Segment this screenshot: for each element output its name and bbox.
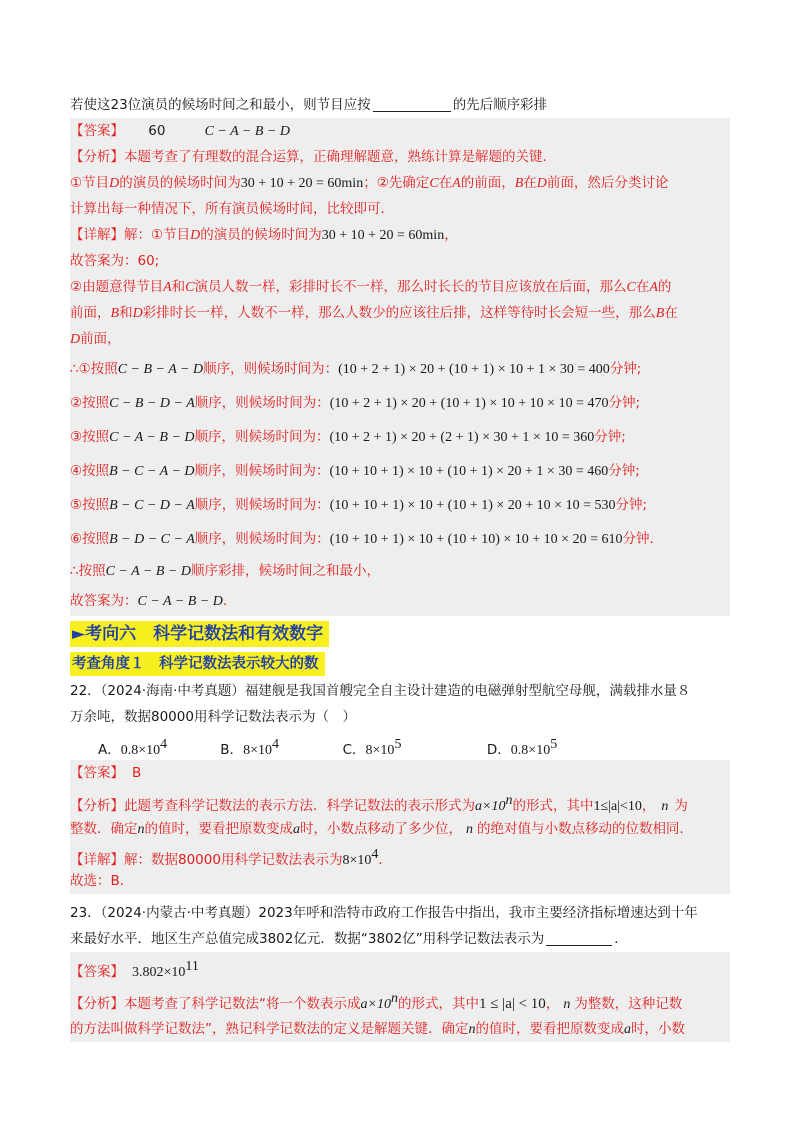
question-21-tail: 若使这23位演员的候场时间之和最小，则节目应按 的先后顺序彩排 — [70, 97, 548, 113]
q22-answer-line: 【答案】 B — [70, 765, 142, 781]
q23-analysis-line-2: 的方法叫做科学记数法”，熟记科学记数法的定义是解题关键．确定n的值时，要看把原数变成a时，小数 — [70, 1021, 685, 1037]
q22-analysis-line-2: 整数．确定n的值时，要看把原数变成a时，小数点移动了多少位， n 的绝对值与小数点移动的位数相同． — [70, 821, 693, 837]
case-row: ∴①按照C − B − A − D顺序，则候场时间为：(10 + 2 + 1) × 20 + (10 + 1) × 10 + 1 × 30 = 400分钟; — [70, 361, 642, 377]
answer-blank — [546, 929, 612, 946]
q22-options — [70, 730, 730, 760]
case-row: ③按照C − A − B − D顺序，则候场时间为：(10 + 2 + 1) × 20 + (2 + 1) × 30 + 1 × 10 = 360分钟; — [70, 429, 626, 445]
case-row: ⑤按照B − C − D − A顺序，则候场时间为：(10 + 10 + 1) × 10 + (10 + 1) × 20 + 10 × 10 = 530分钟; — [70, 497, 648, 513]
q21-detail-line-4: 前面，B和D彩排时长一样，人数不一样，那么人数少的应该往后排，这样等待时长会短一些，那么B在 — [70, 305, 678, 321]
q21-final-answer: 故答案为：C − A − B − D． — [70, 593, 237, 609]
q23-solution-block — [70, 952, 730, 1042]
q21-detail-line-5: D前面， — [70, 331, 121, 347]
answer-blank — [373, 95, 451, 112]
q22-final-line: 故选：B． — [70, 873, 134, 889]
subsection-heading: 考查角度１ 科学记数法表示较大的数 — [70, 650, 730, 678]
q23-stem-line-2: 来最好水平．地区生产总值完成3802亿元．数据“3802亿”用科学记数法表示为 ． — [70, 931, 628, 947]
q21-detail-line-1: 【详解】解：①节目D的演员的候场时间为30 + 10 + 20 = 60min， — [70, 227, 458, 243]
q21-solution-block — [70, 118, 730, 616]
document-page — [70, 92, 730, 1042]
q22-detail-line: 【详解】解：数据80000用科学记数法表示为$8\times 10^4$． — [70, 847, 392, 868]
case-row: ④按照B − C − A − D顺序，则候场时间为：(10 + 10 + 1) × 10 + (10 + 1) × 20 + 1 × 30 = 460分钟; — [70, 463, 640, 479]
q22-stem-line-2: 万余吨，数据80000用科学记数法表示为（ ） — [70, 709, 356, 725]
q22-analysis-line-1: 【分析】此题考查科学记数法的表示方法．科学记数法的表示形式为$a\times 10^n$的形式，其中1≤|a|<10， n 为 — [70, 793, 688, 814]
q21-answer-line: 【答案】 60 C − A − B − D — [70, 123, 290, 139]
q21-analysis-line: 【分析】本题考查了有理数的混合运算，正确理解题意，熟练计算是解题的关键． — [70, 149, 556, 165]
section-heading: ►考向六 科学记数法和有效数字 — [70, 620, 730, 650]
q21-analysis-line-2: ①节目D的演员的候场时间为30 + 10 + 20 = 60min；②先确定C在A的前面，B在D前面，然后分类讨论 — [70, 175, 669, 191]
case-row: ⑥按照B − D − C − A顺序，则候场时间为：(10 + 10 + 1) × 10 + (10 + 10) × 10 + 10 × 20 = 610分钟． — [70, 531, 663, 547]
q22-stem-line-1: 22．（2024·海南·中考真题）福建舰是我国首艘完全自主设计建造的电磁弹射型航空母舰，满载排水量８ — [70, 683, 691, 699]
q21-detail-line-3: ②由题意得节目A和C演员人数一样，彩排时长不一样，那么时长长的节目应该放在后面，那么C在A的 — [70, 279, 672, 295]
case-row: ②按照C − B − D − A顺序，则候场时间为：(10 + 2 + 1) × 20 + (10 + 1) × 10 + 10 × 10 = 470分钟; — [70, 395, 641, 411]
q23-answer-line: 【答案】 $3.802\times 10^{11}$ — [70, 959, 199, 980]
q23-analysis-line-1: 【分析】本题考查了科学记数法“将一个数表示成$a\times 10^n$的形式，其中1 ≤ |a| < 10， n 为整数，这种记数 — [70, 991, 683, 1012]
case-list — [70, 352, 730, 556]
option-a[interactable]: A．$0.8\times 10^4$ — [98, 737, 168, 758]
q21-analysis-line-3: 计算出每一种情况下，所有演员候场时间，比较即可． — [70, 201, 394, 217]
option-b[interactable]: B．$8\times 10^4$ — [220, 737, 279, 758]
q21-detail-line-2: 故答案为：60; — [70, 253, 160, 269]
q21-conclusion: ∴按照C − A − B − D顺序彩排，候场时间之和最小， — [70, 563, 380, 579]
option-c[interactable]: C．$8\times 10^5$ — [342, 737, 402, 758]
q22-solution-block — [70, 760, 730, 894]
q23-stem-line-1: 23．（2024·内蒙古·中考真题）2023年呼和浩特市政府工作报告中指出，我市主要经济指标增速达到十年 — [70, 905, 698, 921]
option-d[interactable]: D．$0.8\times 10^5$ — [486, 737, 558, 758]
